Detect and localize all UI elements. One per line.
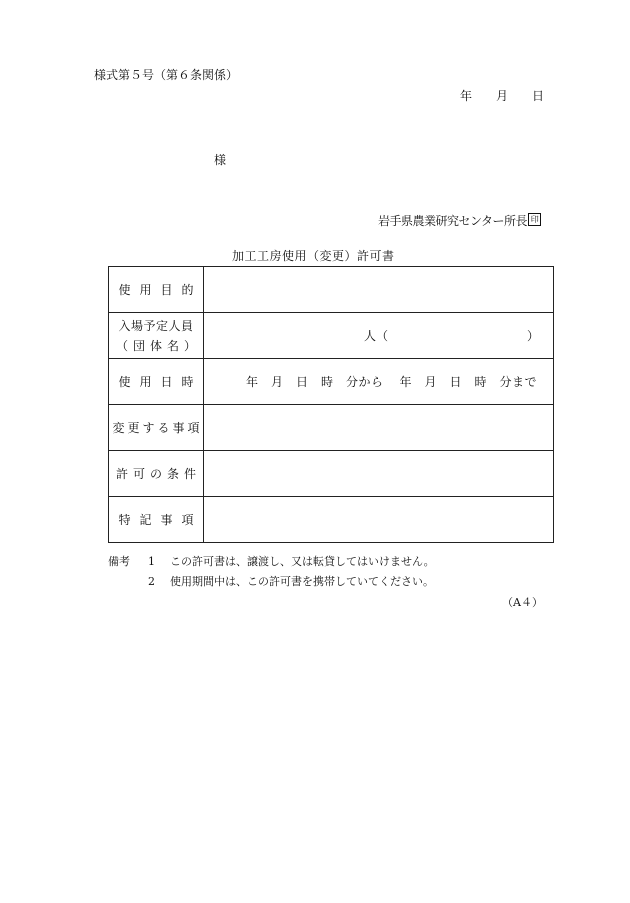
- remarks-field[interactable]: [204, 497, 554, 543]
- note-number: 2: [148, 575, 155, 588]
- datetime-field[interactable]: [204, 359, 554, 405]
- table-row: [109, 451, 554, 497]
- datetime-to: 年 月 日 時 分まで: [399, 375, 537, 389]
- remarks-label: 特記事項: [109, 497, 204, 543]
- table-row: [109, 405, 554, 451]
- note-item: [108, 552, 435, 572]
- permit-table: [108, 266, 554, 543]
- issuer: [378, 212, 541, 229]
- date-year-label: 年: [460, 89, 473, 103]
- note-item: [108, 572, 435, 592]
- document-title: 加工工房使用（変更）許可書: [232, 249, 395, 263]
- notes-lead: 備考: [108, 555, 130, 568]
- table-row: [109, 267, 554, 313]
- seal-icon: 印: [528, 213, 541, 226]
- visitors-label: [109, 313, 204, 359]
- visitors-field[interactable]: [204, 313, 554, 359]
- table-row: [109, 497, 554, 543]
- date-month-label: 月: [496, 89, 509, 103]
- changes-label: 変更する事項: [109, 405, 204, 451]
- issue-date: [460, 87, 544, 104]
- table-row: [109, 359, 554, 405]
- purpose-field[interactable]: [204, 267, 554, 313]
- visitors-label-line1: 入場予定人員: [118, 318, 194, 333]
- table-row: [109, 313, 554, 359]
- conditions-field[interactable]: [204, 451, 554, 497]
- note-number: 1: [148, 555, 155, 568]
- visitors-unit: 人（: [364, 329, 389, 343]
- datetime-from: 年 月 日 時 分から: [246, 375, 384, 389]
- paper-size: （A４）: [502, 596, 543, 609]
- form-number: 様式第５号（第６条関係）: [94, 68, 239, 82]
- notes: [108, 552, 435, 592]
- changes-field[interactable]: [204, 405, 554, 451]
- note-text: この許可書は、譲渡し、又は転貸してはいけません。: [170, 555, 435, 568]
- conditions-label: 許可の条件: [109, 451, 204, 497]
- issuer-name: 岩手県農業研究センター所長: [378, 214, 528, 228]
- notes-lead-spacer: [108, 572, 148, 592]
- visitors-label-line2: （団体名）: [115, 338, 201, 353]
- purpose-label: 使用目的: [109, 267, 204, 313]
- datetime-label: 使用日時: [109, 359, 204, 405]
- date-day-label: 日: [532, 89, 545, 103]
- recipient-honorific: 様: [214, 153, 227, 167]
- visitors-close: ）: [526, 329, 539, 343]
- note-text: 使用期間中は、この許可書を携帯していてください。: [170, 575, 434, 588]
